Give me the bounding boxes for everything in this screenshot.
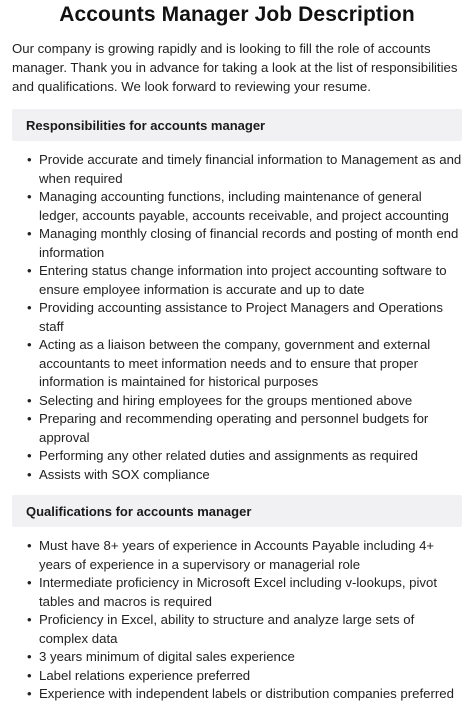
responsibility-item: • Performing any other related duties and assignments as required [27, 447, 462, 466]
responsibility-item: • Providing accounting assistance to Project Managers and Operations staff [27, 299, 462, 336]
responsibility-item: • Entering status change information into project accounting software to ensure employee information is accurate and up to date [27, 262, 462, 299]
intro-paragraph: Our company is growing rapidly and is looking to fill the role of accounts manager. Thank you in advance for taking a look at the list of responsibilities and qualifications. We look forward to reviewing your resume. [12, 41, 458, 94]
qualification-item: • 3 years minimum of digital sales experience [27, 648, 462, 667]
responsibility-item: • Managing monthly closing of financial records and posting of month end information [27, 225, 462, 262]
qualification-item: • Intermediate proficiency in Microsoft Excel including v-lookups, pivot tables and macros is required [27, 574, 462, 611]
qualification-item: • Label relations experience preferred [27, 667, 462, 686]
qualifications-list [12, 537, 462, 704]
page-title: Accounts Manager Job Description [59, 3, 415, 26]
responsibility-item: • Selecting and hiring employees for the groups mentioned above [27, 392, 462, 411]
responsibilities-heading: Responsibilities for accounts manager [12, 109, 462, 141]
responsibility-item: • Preparing and recommending operating and personnel budgets for approval [27, 410, 462, 447]
responsibility-item: • Managing accounting functions, including maintenance of general ledger, accounts payable, accounts receivable, and project accounting [27, 188, 462, 225]
responsibility-item: • Assists with SOX compliance [27, 466, 462, 485]
responsibility-item: • Acting as a liaison between the company, government and external accountants to meet information needs and to ensure that proper information is maintained for historical purposes [27, 336, 462, 392]
qualification-item: • Proficiency in Excel, ability to structure and analyze large sets of complex data [27, 611, 462, 648]
responsibility-item: • Provide accurate and timely financial information to Management as and when required [27, 151, 462, 188]
qualifications-heading: Qualifications for accounts manager [12, 495, 462, 527]
qualification-item: • Experience with independent labels or distribution companies preferred [27, 685, 462, 704]
responsibilities-list [12, 151, 462, 484]
qualification-item: • Must have 8+ years of experience in Accounts Payable including 4+ years of experience in a supervisory or managerial role [27, 537, 462, 574]
